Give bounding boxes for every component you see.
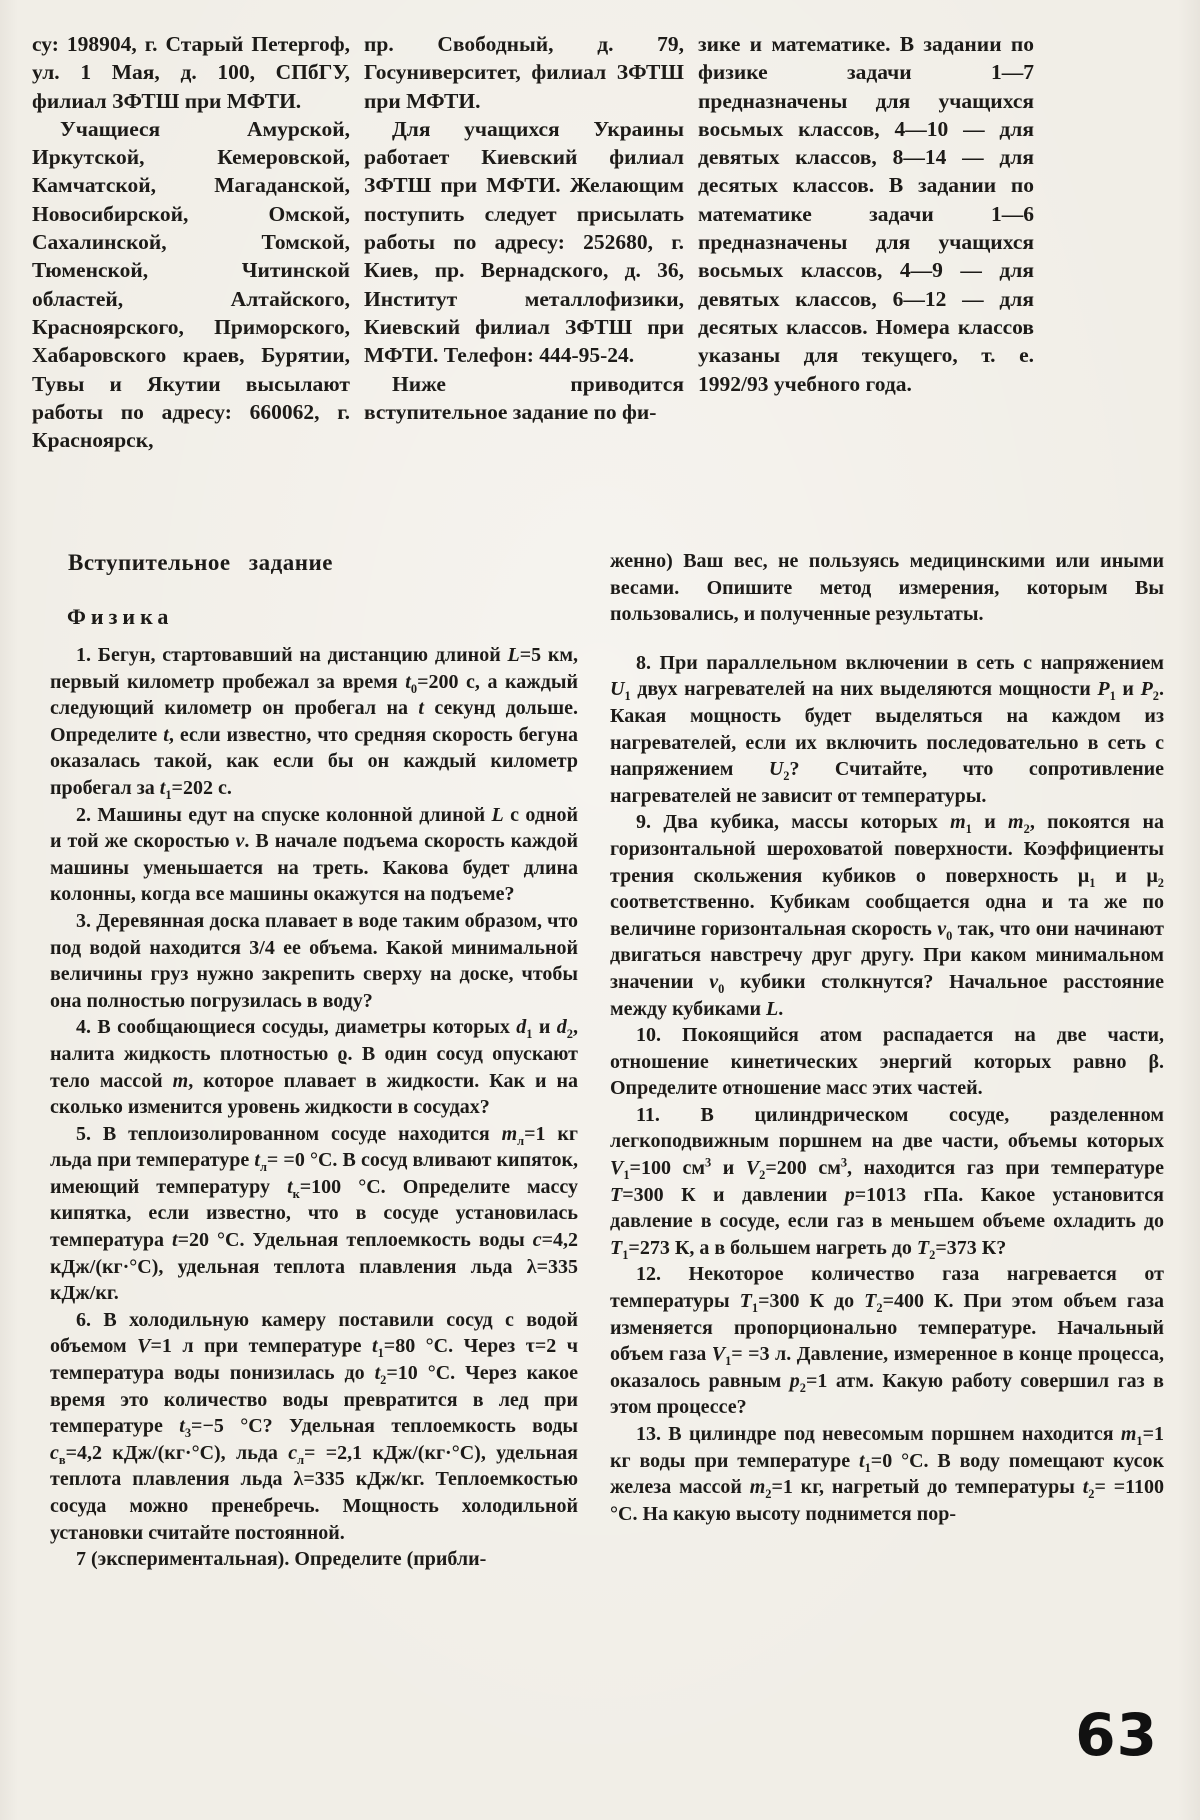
assignment-section xyxy=(50,548,1164,1573)
paragraph: 8. При параллельном включении в сеть с напряжением $U_1$ двух нагревателей на них выделяются мощности $P_1$ и $P_2$. Какая мощность будет выделяться на каждом из нагревателей, если их включить последовательно в сеть с напряжением $U_2$? Считайте, что сопротивление нагревателей не зависит от температуры. xyxy=(610,651,1165,807)
subject-heading: Физика xyxy=(67,604,174,629)
assignment-right-column xyxy=(610,548,1164,1573)
paragraph: 13. В цилиндре под невесомым поршнем находится $m_1=1$ кг воды при температуре $t_1=0$ °С. В воду помещают кусок железа массой $m_2=1$ кг, нагретый до температуры $t_2= =1100$ °С. На какую высоту поднимется пор- xyxy=(610,1423,1164,1525)
section-heading: Вступительное задание xyxy=(68,550,333,575)
paragraph: Для учащихся Украины работает Киевский филиал ЗФТШ при МФТИ. Желающим поступить следует присылать работы по адресу: 252680, г. Киев, пр. Вернадского, д. 36, Институт металлофизики, Киевский филиал ЗФТШ при МФТИ. Телефон: 444-95-24. xyxy=(364,116,684,368)
paragraph: 10. Покоящийся атом распадается на две части, отношение кинетических энергий которых равно β. Определите отношение масс этих частей. xyxy=(610,1024,1164,1100)
paragraph: 4. В сообщающиеся сосуды, диаметры которых $d_1$ и $d_2$, налита жидкость плотностью ϱ. В один сосуд опускают тело массой m, которое плавает в жидкости. Как и на сколько изменится уровень жидкости в сосудах? xyxy=(50,1016,578,1119)
paragraph: Учащиеся Амурской, Иркутской, Кемеровской, Камчатской, Магаданской, Новосибирской, Омской, Сахалинской, Томской, Тюменской, Читинской областей, Алтайского, Красноярского, Приморского, Хабаровского краев, Бурятии, Тувы и Якутии высылают работы по адресу: 660062, г. Красноярск, xyxy=(32,116,350,453)
paragraph: 2. Машины едут на спуске колонной длиной L с одной и той же скоростью v. В начале подъема скорость каждой машины уменьшается на треть. Какова будет длина колонны, когда все машины окажутся на подъеме? xyxy=(50,803,579,906)
top-column-3 xyxy=(698,30,1034,454)
top-column-2 xyxy=(364,30,684,454)
paragraph: 12. Некоторое количество газа нагревается от температуры $T_1=300$ К до $T_2=400$ К. При этом объем газа изменяется пропорционально температуре. Начальный объем газа $V_1= =3$ л. Давление, измеренное в конце процесса, оказалось равным $p_2=1$ атм. Какую работу совершил газ в этом процессе? xyxy=(610,1263,1165,1419)
top-section xyxy=(32,30,1034,454)
top-column-1 xyxy=(32,30,350,454)
paragraph: 5. В теплоизолированном сосуде находится $m_л=1$ кг льда при температуре $t_л= =0$ °С. В сосуд вливают кипяток, имеющий температуру $t_к=100$ °С. Определите массу кипятка, если известно, что в сосуде установилась температура t=20 °С. Удельная теплоемкость воды c=4,2 кДж/(кг·°С), удельная теплота плавления льда λ=335 кДж/кг. xyxy=(50,1122,578,1305)
paragraph: 11. В цилиндрическом сосуде, разделенном легкоподвижным поршнем на две части, объемы которых $V_1=100$ $см^3$ и $V_2=200$ $см^3$, находится газ при температуре T=300 К и давлении p=1013 гПа. Какое установится давление в сосуде, если газ в меньшем объеме охладить до $T_1=273$ К, а в большем нагреть до $T_2=373$ К? xyxy=(610,1103,1164,1262)
physics-problems-1-7 xyxy=(50,642,578,1573)
paragraph: 9. Два кубика, массы которых $m_1$ и $m_2$, покоятся на горизонтальной шероховатой поверхности. Коэффициенты трения скольжения кубиков о поверхность $\mu_1$ и $\mu_2$ соответственно. Кубикам сообщается одна и та же по величине горизонтальная скорость $v_0$ так, что они начинают двигаться навстречу друг другу. При каком минимальном значении $v_0$ кубики столкнутся? Начальное расстояние между кубиками L. xyxy=(610,811,1164,1020)
page-number: 63 xyxy=(1075,1701,1158,1769)
paragraph: пр. Свободный, д. 79, Госуниверситет, филиал ЗФТШ при МФТИ. xyxy=(364,32,684,113)
paragraph: су: 198904, г. Старый Петергоф, ул. 1 Мая, д. 100, СПбГУ, филиал ЗФТШ при МФТИ. xyxy=(32,32,350,113)
paragraph: женно) Ваш вес, не пользуясь медицинскими или иными весами. Опишите метод измерения, которым Вы пользовались, и полученные результаты. xyxy=(610,550,1164,626)
physics-problems-8-13 xyxy=(610,548,1164,1527)
paragraph: Ниже приводится вступительное задание по фи- xyxy=(364,371,684,424)
paragraph: зике и математике. В задании по физике задачи 1—7 предназначены для учащихся восьмых классов, 4—10 — для девятых классов, 8—14 — для десятых классов. В задании по математике задачи 1—6 предназначены для учащихся восьмых классов, 4—9 — для девятых классов, 6—12 — для десятых классов. Номера классов указаны для текущего, т. е. 1992/93 учебного года. xyxy=(698,32,1034,396)
assignment-left-column xyxy=(50,548,578,1573)
paragraph: 3. Деревянная доска плавает в воде таким образом, что под водой находится 3/4 ее объема. Какой минимальной величины груз нужно закрепить сверху на доске, чтобы она полностью погрузилась в воду? xyxy=(50,909,578,1012)
paragraph: 1. Бегун, стартовавший на дистанцию длиной L=5 км, первый километр пробежал за время $t_0=200$ с, а каждый следующий километр он пробегал на t секунд дольше. Определите t, если известно, что средняя скорость бегуна оказалась такой, как если бы он каждый километр пробегал за $t_1=202$ с. xyxy=(50,644,578,802)
paragraph: 7 (экспериментальная). Определите (прибли- xyxy=(76,1548,487,1571)
paragraph: 6. В холодильную камеру поставили сосуд с водой объемом V=1 л при температуре $t_1=80$ °С. Через τ=2 ч температура воды понизилась до $t_2=10$ °С. Через какое время это количество воды превратится в лед при температуре $t_3=-5$ °С? Удельная теплоемкость воды $c_в=4,2$ кДж/(кг·°С), льда $c_л= =2,1$ кДж/(кг·°С), удельная теплота плавления льда λ=335 кДж/кг. Теплоемкостью сосуда можно пренебречь. Мощность холодильной установки считайте постоянной. xyxy=(50,1308,579,1544)
